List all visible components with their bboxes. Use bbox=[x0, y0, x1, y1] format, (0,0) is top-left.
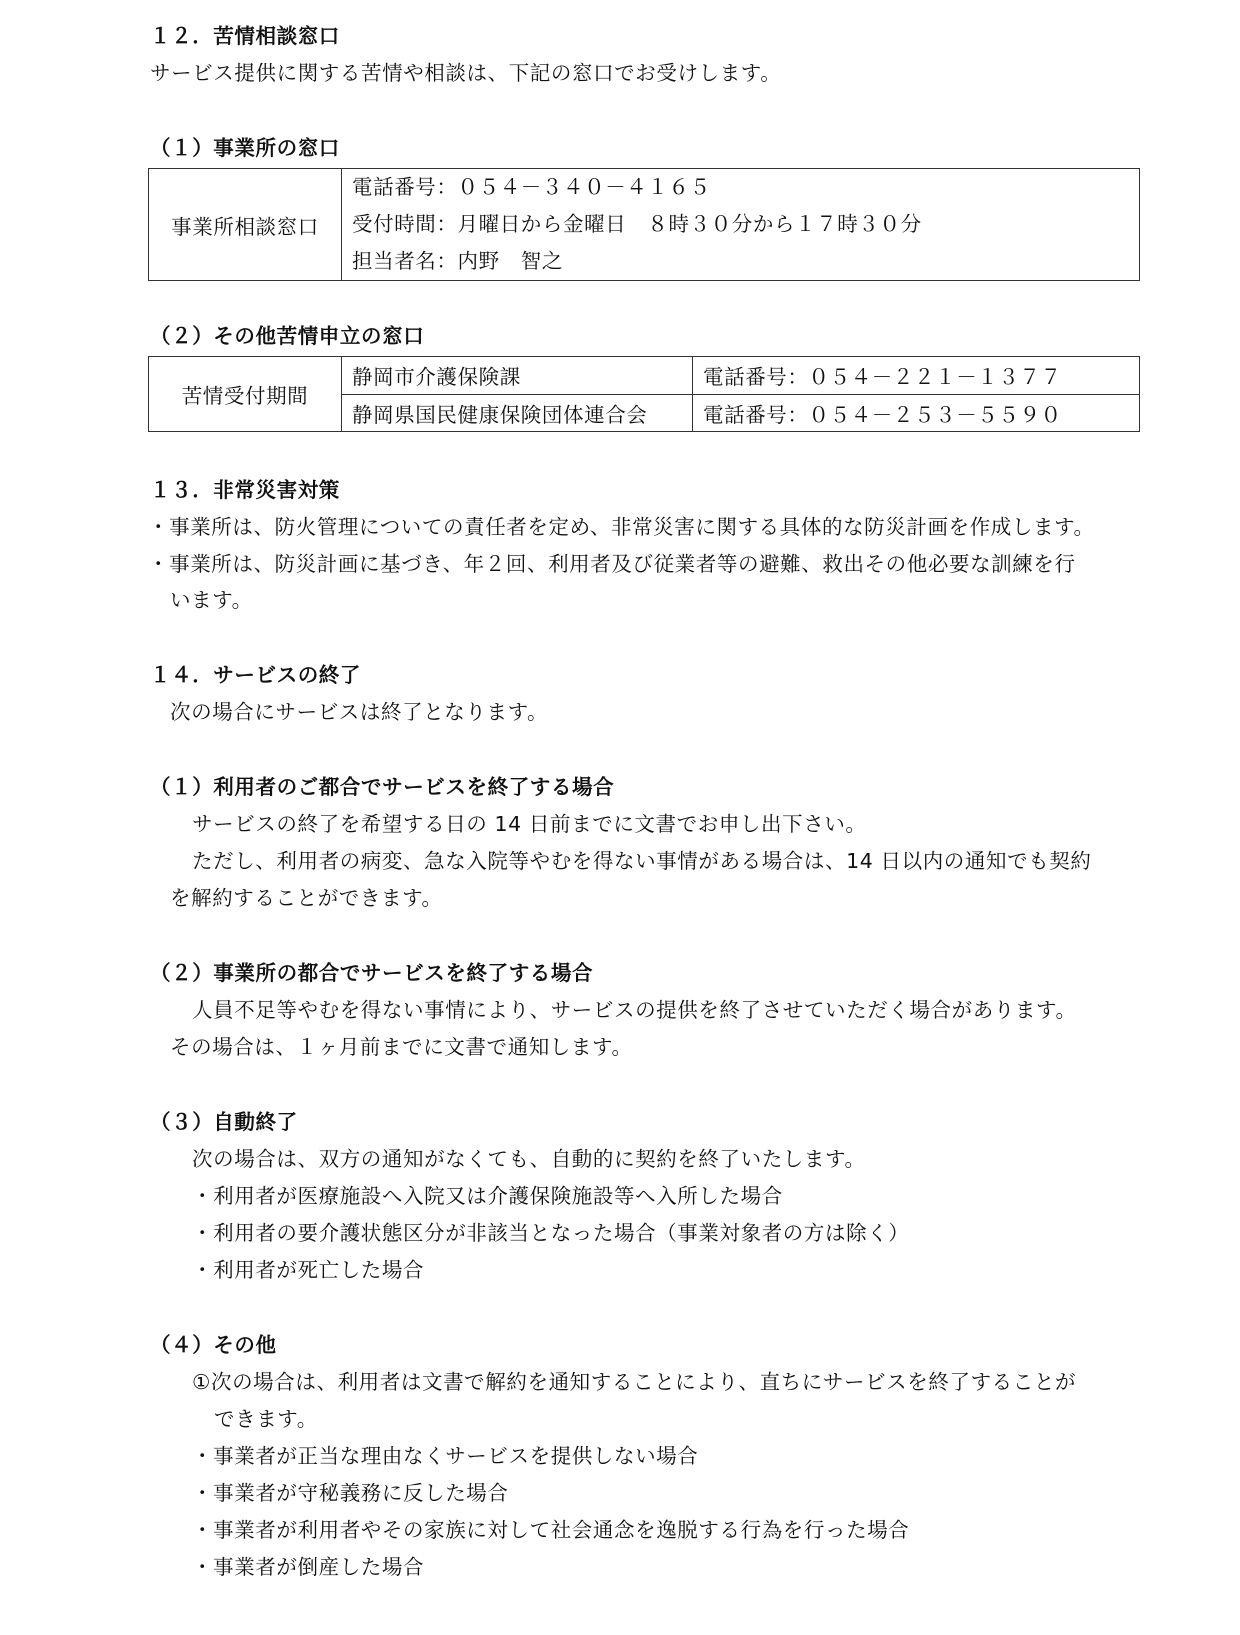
office-contact-table bbox=[148, 168, 1140, 281]
complaint-office-label: 苦情受付期間 bbox=[149, 357, 342, 432]
section-14-4-heading: （４）その他 bbox=[150, 1333, 277, 1357]
section-14-3-item: ・利用者が医療施設へ入院又は介護保険施設等へ入所した場合 bbox=[192, 1184, 783, 1208]
section-13-heading: １３．非常災害対策 bbox=[150, 478, 340, 502]
section-12-2-heading: （２）その他苦情申立の窓口 bbox=[150, 324, 425, 348]
section-14-1-line: サービスの終了を希望する日の 14 日前までに文書でお申し出下さい。 bbox=[192, 812, 867, 836]
section-14-2-line: 人員不足等やむを得ない事情により、サービスの提供を終了させていただく場合があります。 bbox=[192, 998, 1077, 1022]
section-13-line: います。 bbox=[170, 588, 253, 612]
office-person: 担当者名：内野 智之 bbox=[352, 249, 563, 273]
complaint-org-phone: 電話番号：０５４－２２１－１３７７ bbox=[693, 357, 1140, 395]
section-14-3-item: ・利用者の要介護状態区分が非該当となった場合（事業対象者の方は除く） bbox=[192, 1221, 910, 1245]
complaint-org-phone: 電話番号：０５４－２５３－５５９０ bbox=[693, 394, 1140, 432]
section-14-4-line: できます。 bbox=[214, 1407, 318, 1431]
section-13-line: ・事業所は、防災計画に基づき、年２回、利用者及び従業者等の避難、救出その他必要な訓練を行 bbox=[148, 552, 1076, 576]
section-12-intro: サービス提供に関する苦情や相談は、下記の窓口でお受けします。 bbox=[150, 61, 782, 85]
section-14-2-heading: （２）事業所の都合でサービスを終了する場合 bbox=[150, 961, 594, 985]
other-complaint-table bbox=[148, 356, 1140, 432]
section-14-2-line: その場合は、１ヶ月前までに文書で通知します。 bbox=[170, 1035, 633, 1059]
section-14-intro: 次の場合にサービスは終了となります。 bbox=[170, 700, 549, 724]
section-14-1-line: を解約することができます。 bbox=[170, 886, 443, 910]
complaint-org-name: 静岡市介護保険課 bbox=[342, 357, 693, 395]
complaint-org-name: 静岡県国民健康保険団体連合会 bbox=[342, 394, 693, 432]
section-14-heading: １４．サービスの終了 bbox=[150, 663, 361, 687]
section-14-3-heading: （３）自動終了 bbox=[150, 1110, 298, 1134]
office-hours: 受付時間：月曜日から金曜日 ８時３０分から１７時３０分 bbox=[352, 212, 922, 236]
section-14-4-item: ・事業者が守秘義務に反した場合 bbox=[192, 1481, 509, 1505]
section-14-1-line: ただし、利用者の病変、急な入院等やむを得ない事情がある場合は、14 日以内の通知でも契約 bbox=[192, 849, 1092, 873]
section-14-1-heading: （１）利用者のご都合でサービスを終了する場合 bbox=[150, 775, 615, 799]
section-14-4-item: ・事業者が利用者やその家族に対して社会通念を逸脱する行為を行った場合 bbox=[192, 1518, 910, 1542]
section-13-line: ・事業所は、防火管理についての責任者を定め、非常災害に関する具体的な防災計画を作成します。 bbox=[148, 515, 1095, 539]
office-contact-details bbox=[342, 169, 1140, 281]
section-14-3-intro: 次の場合は、双方の通知がなくても、自動的に契約を終了いたします。 bbox=[192, 1147, 866, 1171]
section-14-4-line: ①次の場合は、利用者は文書で解約を通知することにより、直ちにサービスを終了することが bbox=[192, 1370, 1077, 1394]
office-contact-label: 事業所相談窓口 bbox=[149, 169, 342, 281]
section-14-3-item: ・利用者が死亡した場合 bbox=[192, 1258, 425, 1282]
section-14-4-item: ・事業者が倒産した場合 bbox=[192, 1555, 425, 1579]
section-14-4-item: ・事業者が正当な理由なくサービスを提供しない場合 bbox=[192, 1444, 699, 1468]
section-12-1-heading: （１）事業所の窓口 bbox=[150, 136, 340, 160]
section-12-heading: １２．苦情相談窓口 bbox=[150, 24, 340, 48]
office-phone: 電話番号：０５４－３４０－４１６５ bbox=[352, 175, 711, 199]
